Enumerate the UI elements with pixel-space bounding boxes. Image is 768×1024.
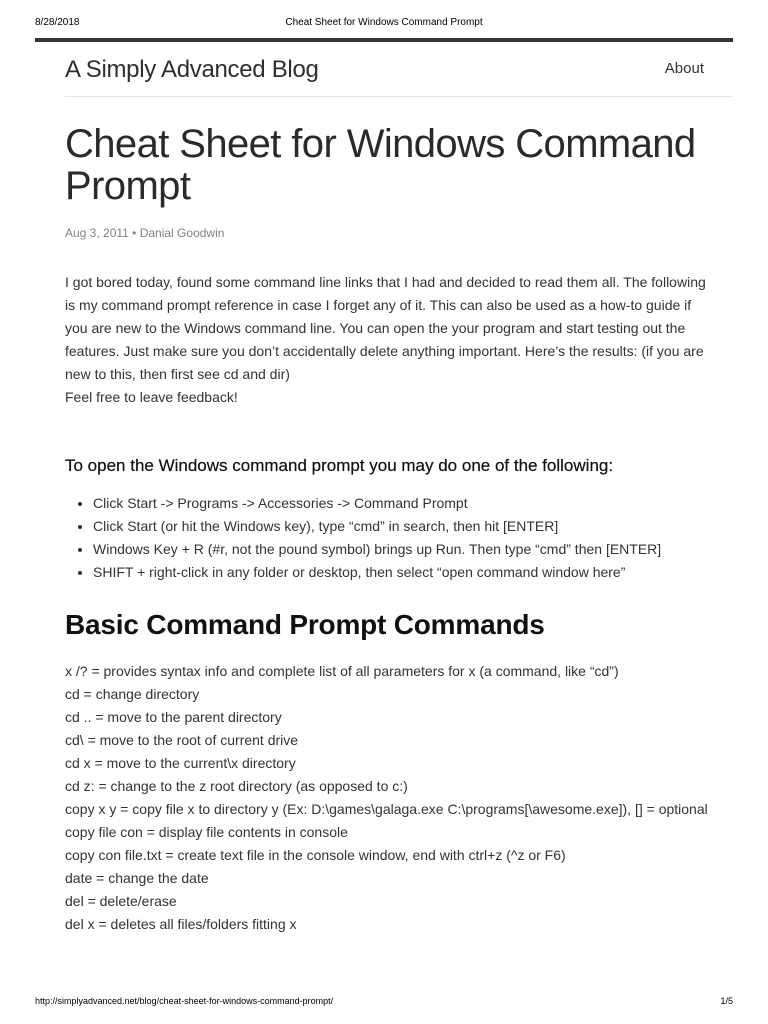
- command-line: copy con file.txt = create text file in the console window, end with ctrl+z (^z or F6): [65, 847, 566, 863]
- command-line: cd x = move to the current\x directory: [65, 755, 296, 771]
- site-header: [65, 56, 704, 92]
- command-line: copy file con = display file contents in console: [65, 824, 348, 840]
- command-line: cd\ = move to the root of current drive: [65, 732, 299, 748]
- command-line: del x = deletes all files/folders fitting x: [65, 916, 297, 932]
- basic-commands-heading: Basic Command Prompt Commands: [65, 609, 545, 640]
- list-item: • Click Start (or hit the Windows key), type “cmd” in search, then hit [ENTER]: [93, 515, 715, 538]
- command-line: del = delete/erase: [65, 893, 177, 909]
- list-item: • Click Start -> Programs -> Accessories -> Command Prompt: [93, 492, 715, 515]
- print-date: 8/28/2018: [35, 17, 80, 28]
- command-line: cd = change directory: [65, 686, 200, 702]
- site-title-link[interactable]: A Simply Advanced Blog: [65, 56, 319, 83]
- command-line: cd z: = change to the z root directory (as opposed to c:): [65, 778, 408, 794]
- open-prompt-heading: To open the Windows command prompt you may do one of the following:: [65, 456, 614, 475]
- print-header: [35, 17, 733, 31]
- print-url: http://simplyadvanced.net/blog/cheat-sheet-for-windows-command-prompt/: [35, 996, 334, 1006]
- print-footer: [35, 996, 733, 1010]
- post-meta: Aug 3, 2011 • Danial Goodwin: [65, 226, 225, 240]
- command-line: x /? = provides syntax info and complete list of all parameters for x (a command, like “cd”): [65, 663, 619, 679]
- nav-about-link[interactable]: About: [664, 60, 704, 77]
- intro-feedback: Feel free to leave feedback!: [65, 389, 238, 405]
- command-line: date = change the date: [65, 870, 209, 886]
- header-divider: [65, 96, 733, 97]
- command-line: cd .. = move to the parent directory: [65, 709, 282, 725]
- print-title: Cheat Sheet for Windows Command Prompt: [285, 17, 483, 28]
- intro-paragraph: I got bored today, found some command line links that I had and decided to read them all. The following is my command prompt reference in case I forget any of it. This can also be used as a how-to guide if you are new to the Windows command line. You can open the your program and start testing out the features. Just make sure you don’t accidentally delete anything important. Here’s the results: (if you are new to this, then first see cd and dir): [65, 274, 706, 382]
- commands-list: [65, 660, 715, 936]
- command-line: copy x y = copy file x to directory y (Ex: D:\games\galaga.exe C:\programs[\awesome.exe]), [] = optional: [65, 801, 708, 817]
- top-rule: [35, 38, 733, 42]
- list-item: • SHIFT + right-click in any folder or desktop, then select “open command window here”: [93, 561, 715, 584]
- post-article: [65, 123, 715, 936]
- post-title: Cheat Sheet for Windows Command Prompt: [65, 122, 696, 208]
- list-item: • Windows Key + R (#r, not the pound symbol) brings up Run. Then type “cmd” then [ENTER]: [93, 538, 715, 561]
- page-number: 1/5: [720, 996, 733, 1006]
- open-methods-list: [65, 492, 715, 584]
- post-intro: [65, 271, 715, 409]
